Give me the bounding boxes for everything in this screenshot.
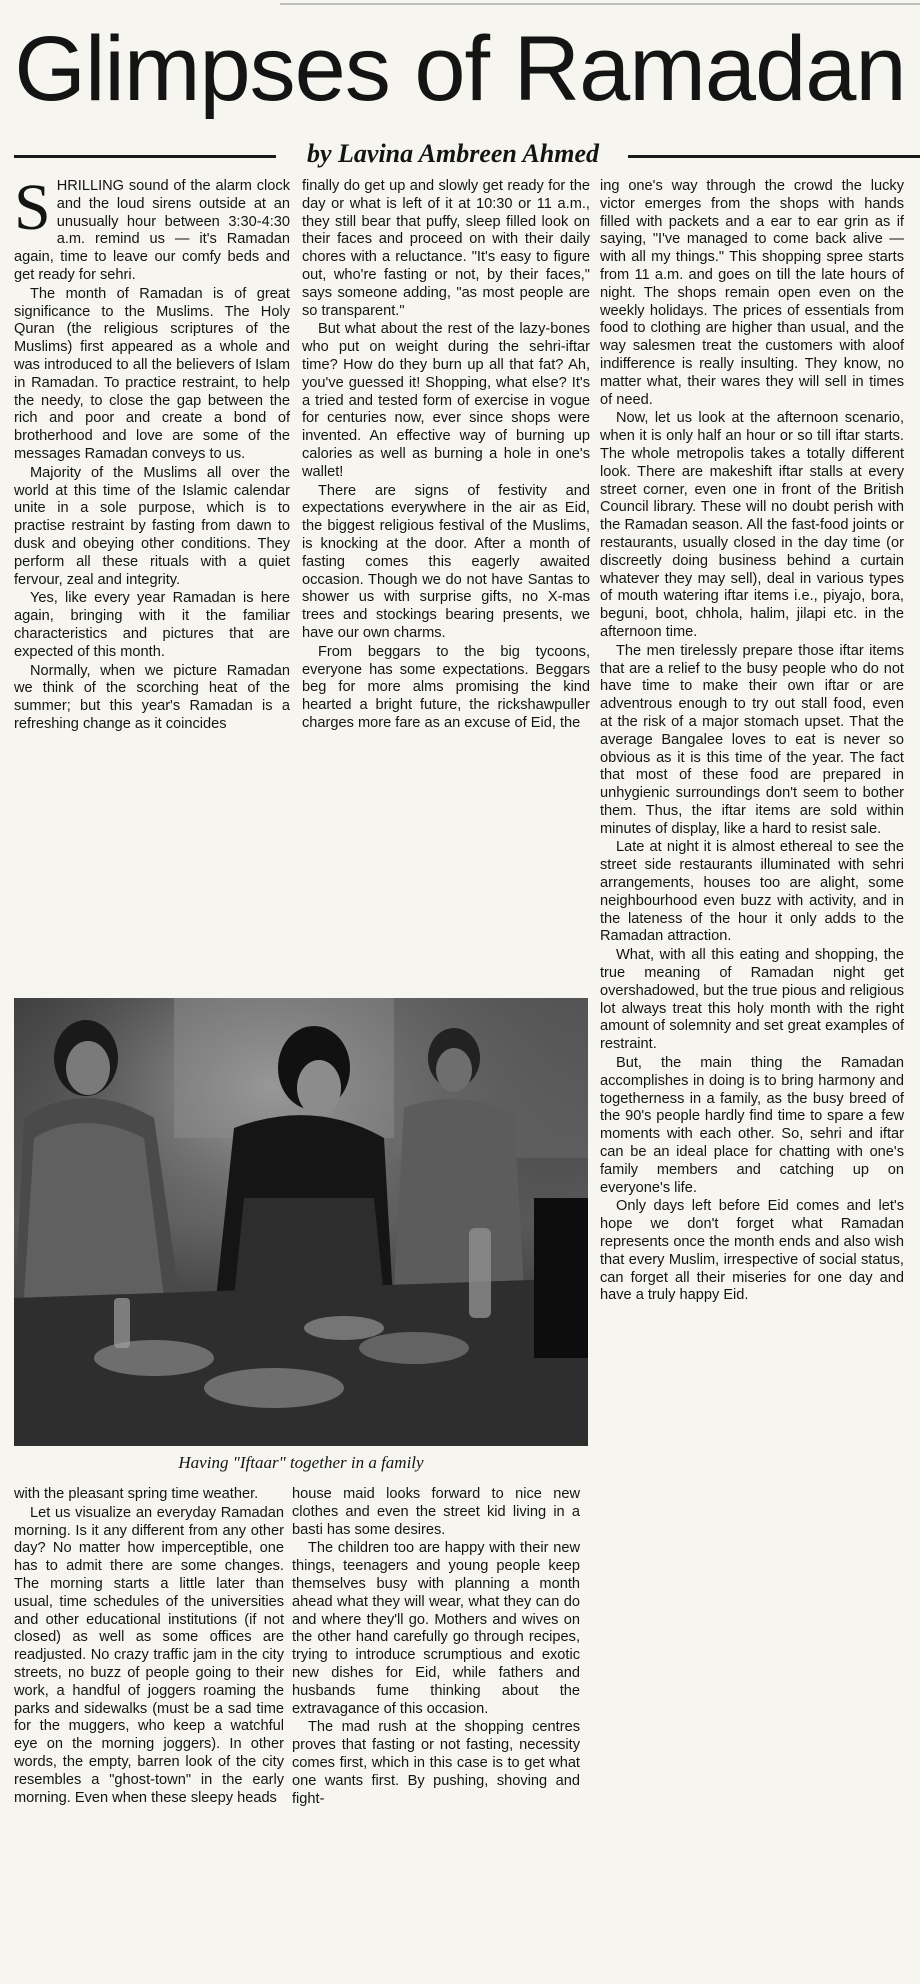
paragraph: Late at night it is almost ethereal to see the street side restaurants illuminated with sehri arrangements, houses too are alight, some neighbourhood even buzz with activity, and in the lateness of the hour it only adds to the Ramadan attraction.: [600, 839, 904, 945]
column-1: [14, 171, 290, 994]
paragraph: But what about the rest of the lazy-bones who put on weight during the sehri-iftar time? How do they burn up all that fat? Ah, you've guessed it! Shopping, what else? It's a tried and tested form of exercise in vogue for centuries now, ever since shops were invented. An effective way of burning up calories as well as burning a hole in one's wallet!: [302, 321, 590, 480]
paragraph: The mad rush at the shopping centres proves that fasting or not fasting, necessity comes first, which in this case is to get what one wants first. By pushing, shoving and fight-: [292, 1719, 580, 1807]
headline: Glimpses of Ramadan: [14, 18, 906, 120]
paragraph: The month of Ramadan is of great significance to the Muslims. The Holy Quran (the religious scriptures of the Muslims) first appeared as a whole and was introduced to all the believers of Islam in Ramadan. To practice restraint, to help the needy, to close the gap between the rich and poor and create a bond of brotherhood and love are some of the messages Ramadan conveys to us.: [14, 285, 290, 462]
paragraph: What, with all this eating and shopping, the true meaning of Ramadan night get overshadowed, but the true pious and religious lot always treat this holy month with the right amount of solemnity and set great examples of restraint.: [600, 947, 904, 1053]
paragraph: Normally, when we picture Ramadan we think of the scorching heat of the summer; but this year's Ramadan is a refreshing change as it coincides: [14, 662, 290, 732]
paragraph: [14, 171, 290, 285]
byline-rule-left: [14, 155, 276, 158]
paragraph: Now, let us look at the afternoon scenario, when it is only half an hour or so till iftar starts. The whole metropolis takes a totally different look. There are makeshift iftar stalls at every street corner, even one in front of the British Council library. These will no doubt perish with the Ramadan season. All the fast-food joints or restaurants, usually closed in the day time (or discreetly doing business behind a curtain whatever they may sell), deal in various types of mouth watering iftar items i.e., piyajo, bora, beguni, boot, chhola, halim, jilapi etc. in the afternoon time.: [600, 410, 904, 640]
paragraph: The men tirelessly prepare those iftar items that are a relief to the busy people who do not have time to make their own iftar or are adventrous enough to try out stall food, even at the risk of a major stomach upset. That the average Bangalee loves to eat is never so obvious as it is this time of the year. The fact that most of these food are prepared in unhygienic surroundings don't seem to bother them. Thus, the iftar items are sold within minutes of display, like a hard to resist sale.: [600, 642, 904, 837]
paragraph: The children too are happy with their new things, teenagers and young people keep themselves busy with planning a month ahead what they will wear, what they can do and where they'll go. Mothers and wives on the other hand carefully go through recipes, trying to introduce scrumptious and exotic new dishes for Eid, while fathers and husbands fume thinking about the extravagance of this occasion.: [292, 1540, 580, 1717]
byline: by Lavina Ambreen Ahmed: [306, 139, 599, 168]
column-3: [600, 178, 904, 1978]
drop-cap: S: [14, 171, 51, 244]
top-rule: [280, 3, 920, 5]
paragraph: house maid looks forward to nice new clothes and even the street kid living in a basti has some desires.: [292, 1486, 580, 1538]
paragraph: But, the main thing the Ramadan accomplishes in doing is to bring harmony and togetherness in a family, as the busy breed of the 90's people hardly find time to spare a few moments with each other. So, sehri and iftar can be an ideal place for chatting with one's family members and catching up on everyone's life.: [600, 1055, 904, 1196]
paragraph: Yes, like every year Ramadan is here again, bringing with it the familiar characteristics and pictures that are expected of this month.: [14, 590, 290, 660]
family-iftaar-photo: [14, 998, 588, 1446]
paragraph: finally do get up and slowly get ready for the day or what is left of it at 10:30 or 11 a.m., they still bear that puffy, sleep filled look on their faces and proceed on with their daily chores with a reluctance. "It's easy to figure out, who're fasting or not, by their faces," says someone adding, "as most people are so transparent.": [302, 178, 590, 319]
paragraph: with the pleasant spring time weather.: [14, 1486, 259, 1502]
column-2: [302, 178, 590, 994]
paragraph-text: HRILLING sound of the alarm clock and the loud sirens outside at an unusually hour between 3:30-4:30 a.m. remind us — it's Ramadan again, time to leave our comfy beds and get ready for sehri.: [14, 178, 290, 283]
paragraph: ing one's way through the crowd the lucky victor emerges from the shops with hands filled with packets and a ear to ear grin as if saying, "I've managed to come back alive — with all my things." This shopping spree starts from 11 a.m. and goes on till the late hours of night. The shops remain open even on the weekly holidays. The prices of essentials from food to clothing are higher than usual, and the way salesmen treat the customers with aloof indifference is really insulting. They know, no matter what, their wares they will sell in times of need.: [600, 178, 904, 408]
column-5: [292, 1486, 580, 1980]
column-4: [14, 1486, 284, 1980]
photo-caption: Having "Iftaar" together in a family: [178, 1453, 424, 1472]
paragraph: From beggars to the big tycoons, everyone has some expectations. Beggars beg for more alms promising the kind hearted a bright future, the rickshawpuller charges more fare as an excuse of Eid, the: [302, 643, 590, 731]
paragraph: Let us visualize an everyday Ramadan morning. Is it any different from any other day? No matter how imperceptible, one has to admit there are some changes. The morning starts a little later than usual, time schedules of the universities and other educational institutions (if not closed) as well as some offices are readjusted. No crazy traffic jam in the city streets, no buzz of people going to their work, a handful of joggers roaming the parks and sidewalks (must be a sad time for the muggers, who keep a watchful eye on the morning joggers). In other words, the empty, barren look of the city resembles a "ghost-town" in the early morning. Even when these sleepy heads: [14, 1504, 284, 1806]
paragraph: Only days left before Eid comes and let's hope we don't forget what Ramadan represents once the month ends and also wish that every Muslim, irrespective of social status, can forget all their miseries for one day and have a truly happy Eid.: [600, 1198, 904, 1304]
paragraph: Majority of the Muslims all over the world at this time of the Islamic calendar unite in a sole purpose, which is to practise restraint by fasting from dawn to dusk and obeying other conditions. They perform all these rituals with a quiet fervour, zeal and integrity.: [14, 464, 290, 588]
byline-rule-right: [628, 155, 920, 158]
paragraph: There are signs of festivity and expectations everywhere in the air as Eid, the biggest religious festival of the Muslims, is knocking at the door. After a month of fasting comes this eagerly awaited occasion. Though we do not have Santas to shower us with surprise gifts, no X-mas trees and stockings bearing presents, we have our own charms.: [302, 482, 590, 641]
photo-illustration: [14, 998, 588, 1446]
